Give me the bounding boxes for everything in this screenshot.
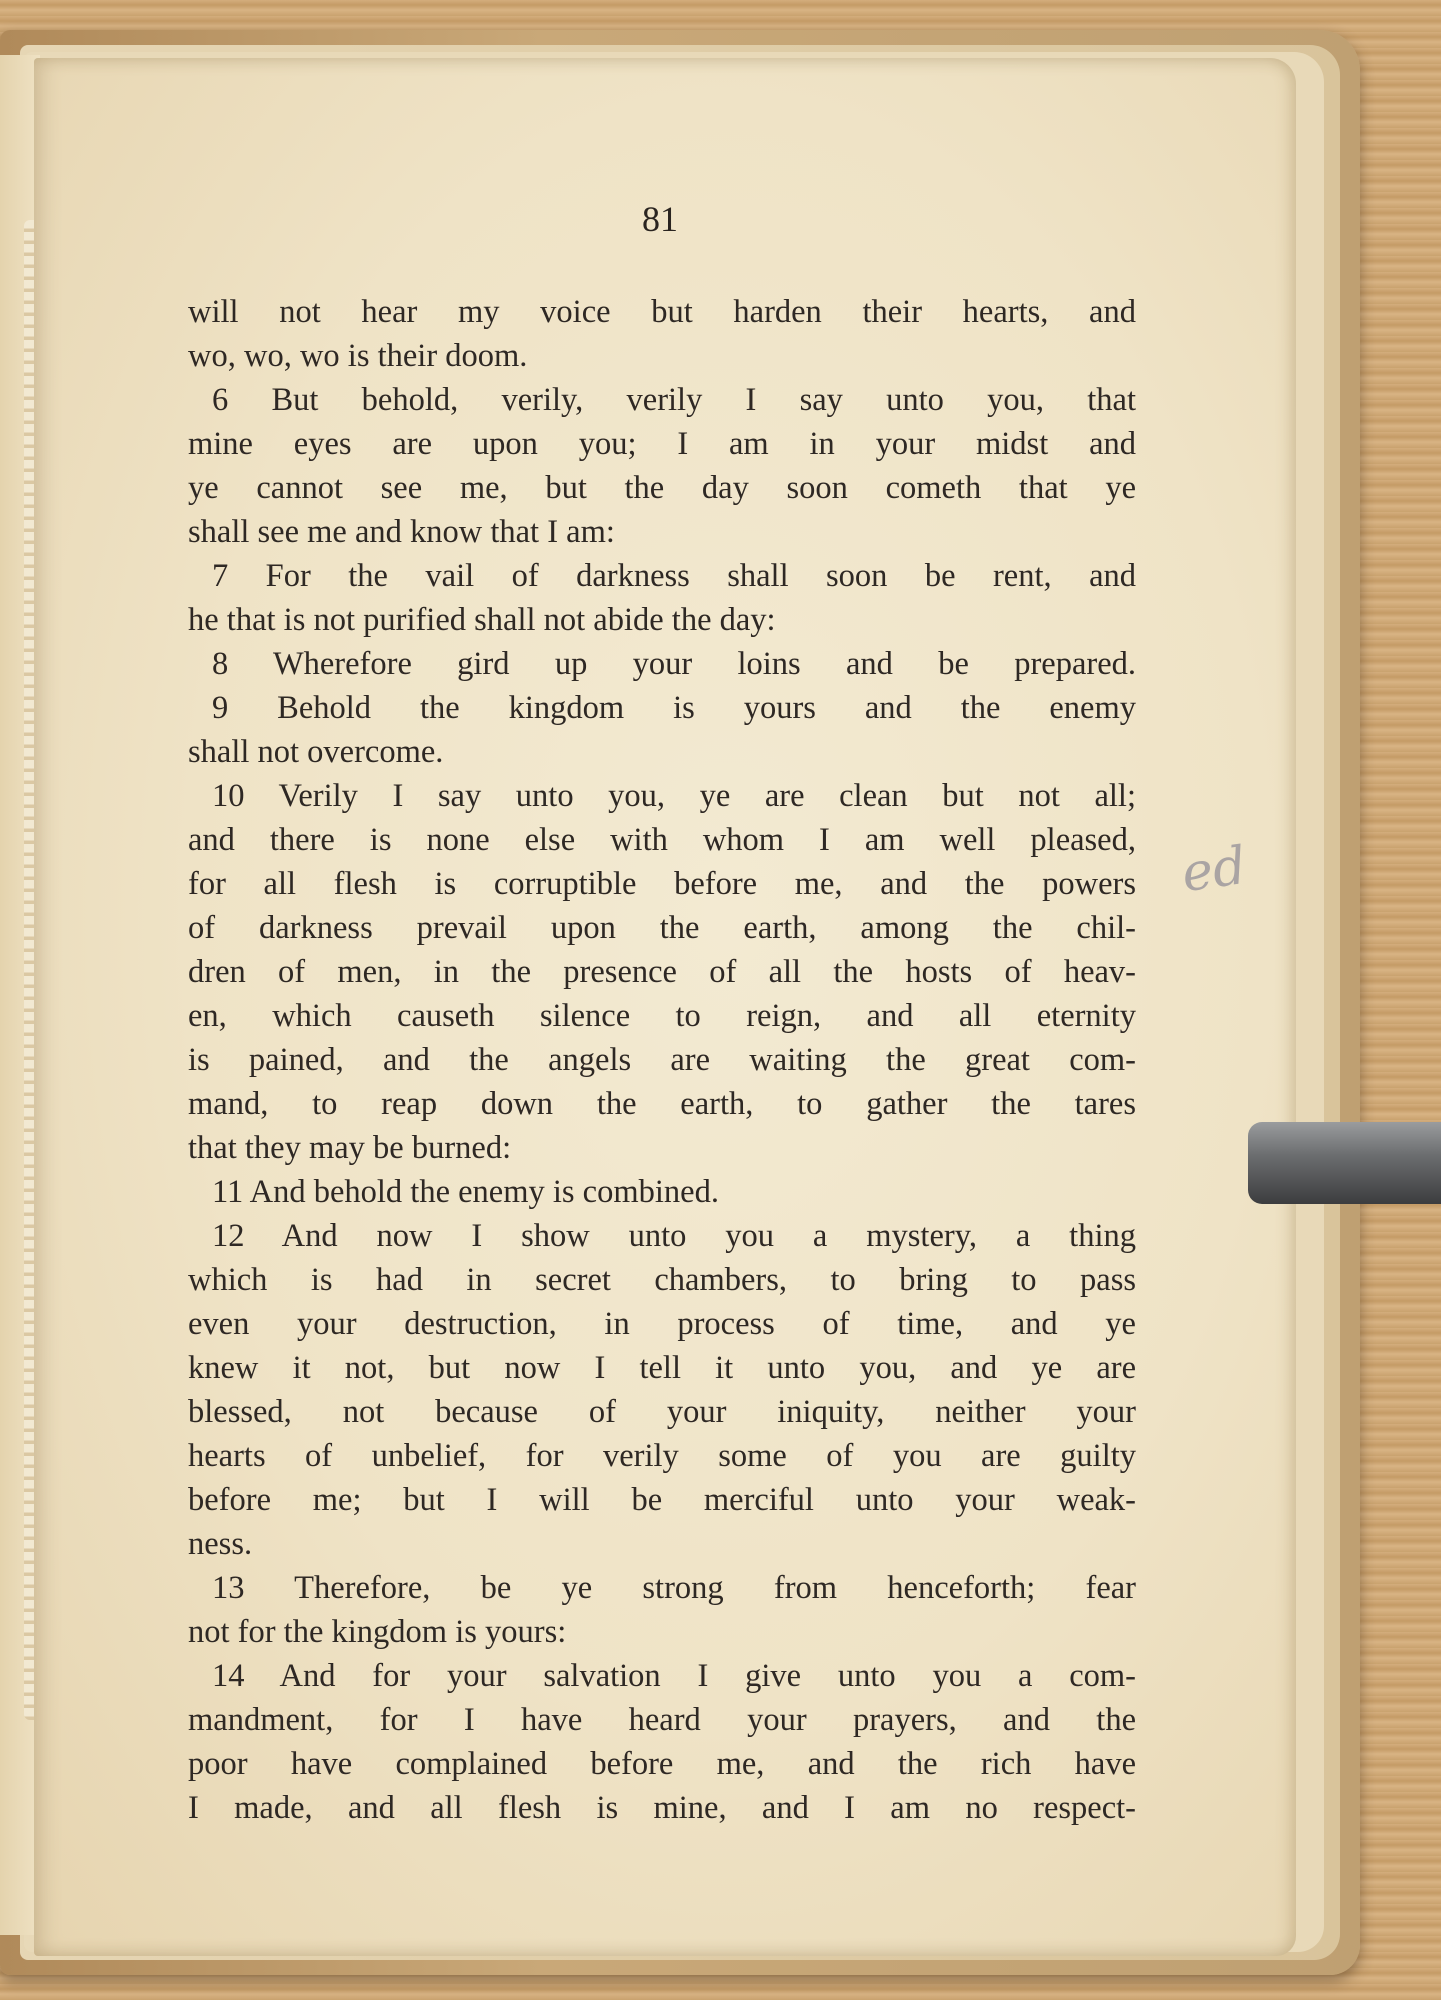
text-line: will not hear my voice but harden their hearts, and <box>188 294 1136 330</box>
text-line: I made, and all flesh is mine, and I am no respect- <box>188 1790 1136 1826</box>
text-line: 7 For the vail of darkness shall soon be rent, and <box>212 558 1136 594</box>
text-line: shall not overcome. <box>188 734 444 770</box>
text-line: poor have complained before me, and the rich have <box>188 1746 1136 1782</box>
text-line: 14 And for your salvation I give unto you a com- <box>212 1658 1136 1694</box>
text-line: 10 Verily I say unto you, ye are clean but not all; <box>212 778 1136 814</box>
text-line: ye cannot see me, but the day soon cometh that ye <box>188 470 1136 506</box>
text-line: that they may be burned: <box>188 1130 512 1166</box>
text-line: mand, to reap down the earth, to gather the tares <box>188 1086 1136 1122</box>
text-line: for all flesh is corruptible before me, and the powers <box>188 866 1136 902</box>
text-line: of darkness prevail upon the earth, among the chil- <box>188 910 1136 946</box>
text-line: hearts of unbelief, for verily some of you are guilty <box>188 1438 1136 1474</box>
text-line: 12 And now I show unto you a mystery, a thing <box>212 1218 1136 1254</box>
text-line: en, which causeth silence to reign, and all eternity <box>188 998 1136 1034</box>
text-line: 13 Therefore, be ye strong from henceforth; fear <box>212 1570 1136 1606</box>
text-line: knew it not, but now I tell it unto you, and ye are <box>188 1350 1136 1386</box>
text-line: 8 Wherefore gird up your loins and be prepared. <box>212 646 1136 682</box>
text-line: is pained, and the angels are waiting the great com- <box>188 1042 1136 1078</box>
text-line: shall see me and know that I am: <box>188 514 615 550</box>
text-line: and there is none else with whom I am well pleased, <box>188 822 1136 858</box>
text-line: dren of men, in the presence of all the hosts of heav- <box>188 954 1136 990</box>
text-line: blessed, not because of your iniquity, neither your <box>188 1394 1136 1430</box>
metal-page-clip <box>1248 1122 1441 1204</box>
page-text <box>188 290 1136 1830</box>
text-line: before me; but I will be merciful unto your weak- <box>188 1482 1136 1518</box>
page-number: 81 <box>642 199 678 239</box>
text-line: 9 Behold the kingdom is yours and the enemy <box>212 690 1136 726</box>
pencil-margin-note: ed <box>1178 835 1250 905</box>
text-line: ness. <box>188 1526 253 1562</box>
text-line: even your destruction, in process of time, and ye <box>188 1306 1136 1342</box>
text-line: mandment, for I have heard your prayers, and the <box>188 1702 1136 1738</box>
text-line: wo, wo, wo is their doom. <box>188 338 528 374</box>
text-line: 11 And behold the enemy is combined. <box>212 1174 719 1210</box>
text-line: he that is not purified shall not abide the day: <box>188 602 776 638</box>
text-line: mine eyes are upon you; I am in your midst and <box>188 426 1136 462</box>
text-line: not for the kingdom is yours: <box>188 1614 567 1650</box>
text-line: 6 But behold, verily, verily I say unto you, that <box>212 382 1136 418</box>
text-line: which is had in secret chambers, to bring to pass <box>188 1262 1136 1298</box>
